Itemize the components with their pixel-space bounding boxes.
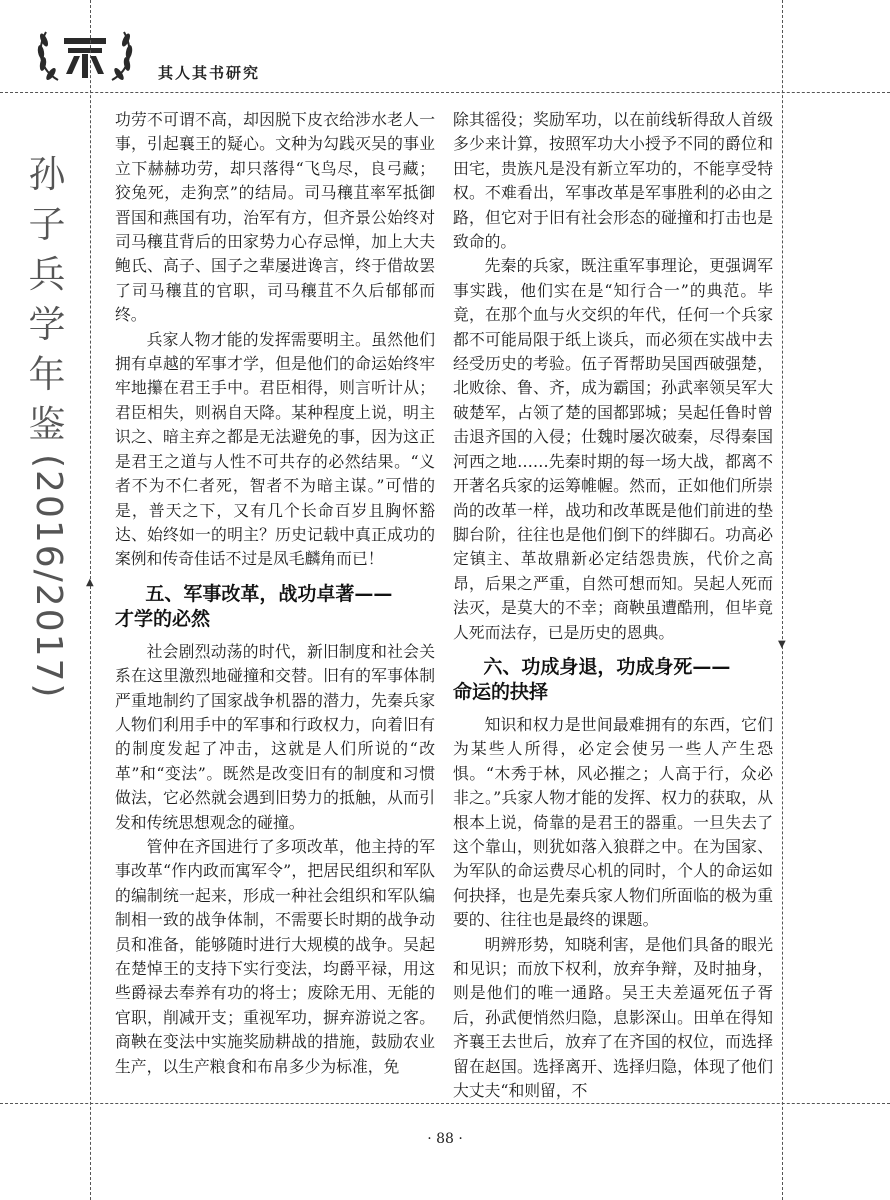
title-char: 学 <box>28 303 68 346</box>
heading-line: 命运的抉择 <box>453 680 549 703</box>
paragraph: 除其徭役；奖励军功，以在前线斩得敌人首级多少来计算，按照军功大小授予不同的爵位和田宅，贵族凡是没有新立军功的，不能享受特权。不难看出，军事改革是军事胜利的必由之路，但它对于旧有社会形态的碰撞和打击也是致命的。 <box>453 110 773 252</box>
section-heading-5 <box>115 582 435 632</box>
paragraph: 社会剧烈动荡的时代，新旧制度和社会关系在这里激烈地碰撞和交替。旧有的军事体制严重地制约了国家战争机器的潜力，先秦兵家人物们利用手中的军事和行政权力，向着旧有的制度发起了冲击，这就是人们所说的“改革”和“变法”。既然是改变旧有的制度和习惯做法，它必然就会遇到旧势力的抵触，从而引发和传统思想观念的碰撞。 <box>115 641 435 832</box>
paragraph: 管仲在齐国进行了多项改革，他主持的军事改革“作内政而寓军令”，把居民组织和军队的编制统一起来，形成一种社会组织和军队编制相一致的战争体制，不需要长时期的战争动员和准备，能够随时进行大规模的战争。吴起在楚悼王的支持下实行变法，均爵平禄，用这些爵禄去奉养有功的将士；废除无用、无能的官职，削减开支；重视军功，摒弃游说之客。商鞅在变法中实施奖励耕战的措施，鼓励农业生产，以生产粮食和布帛多少为标准，免 <box>115 836 435 1076</box>
arrow-down-marker: ▼ <box>778 639 786 650</box>
title-char: 孙 <box>28 153 68 196</box>
heading-line: 才学的必然 <box>115 607 211 630</box>
section-heading-6 <box>453 655 773 705</box>
vertical-book-title <box>28 150 69 700</box>
heading-line: 六、功成身退，功成身死—— <box>483 655 731 678</box>
title-year: (2016/2017) <box>28 454 69 700</box>
right-margin-rule <box>782 0 783 1200</box>
yearbook-logo <box>30 18 140 88</box>
paragraph: 功劳不可谓不高，却因脱下皮衣给涉水老人一事，引起襄王的疑心。文种为勾践灭吴的事业立下赫赫功劳，却只落得“飞鸟尽，良弓藏；狡兔死，走狗烹”的结局。司马穰苴率军抵御晋国和燕国有功，治军有方，但齐景公始终对司马穰苴背后的田家势力心存忌惮，加上大夫鲍氏、高子、国子之辈屡进谗言，终于借故罢了司马穰苴的官职，司马穰苴不久后郁郁而终。 <box>115 110 435 325</box>
title-char: 兵 <box>28 253 68 296</box>
left-column <box>115 108 435 1079</box>
arrow-up-marker: ▲ <box>86 577 94 588</box>
running-header: 其人其书研究 <box>158 64 261 82</box>
title-char: 鉴 <box>28 403 68 446</box>
paragraph: 兵家人物才能的发挥需要明主。虽然他们拥有卓越的军事才学，但是他们的命运始终牢牢地攥在君王手中。君臣相得，则言听计从；君臣相失，则祸自天降。某种程度上说，明主识之、暗主弃之都是无法避免的事，因为这正是君王之道与人性不可共存的必然结果。“义者不为不仁者死，智者不为暗主谋。”可惜的是，普天之下，又有几个长命百岁且胸怀豁达、始终如一的明主？历史记载中真正成功的案例和传奇佳话不过是凤毛麟角而已！ <box>115 329 435 569</box>
heading-line: 五、军事改革，战功卓著—— <box>145 582 393 605</box>
paragraph: 明辨形势，知晓利害，是他们具备的眼光和见识；而放下权利，放弃争辩，及时抽身，则是他们的唯一通路。吴王夫差逼死伍子胥后，孙武便悄然归隐，息影深山。田单在得知齐襄王去世后，放弃了在齐国的权位，而选择留在赵国。选择离开、选择归隐，体现了他们大丈夫“和则留，不 <box>453 934 773 1101</box>
paragraph: 先秦的兵家，既注重军事理论，更强调军事实践，他们实在是“知行合一”的典范。毕竟，在那个血与火交织的年代，任何一个兵家都不可能局限于纸上谈兵，而必须在实战中去经受历史的考验。伍子胥帮助吴国西破强楚，北败徐、鲁、齐，成为霸国；孙武率领吴军大破楚军，占领了楚的国都郢城；吴起任鲁时曾击退齐国的入侵；仕魏时屡次破秦，尽得秦国河西之地……先秦时期的每一场大战，都离不开著名兵家的运筹帷幄。然而，正如他们所崇尚的改革一样，战功和改革既是他们前进的垫脚台阶，往往也是他们倒下的绊脚石。功高必定镇主、革故鼎新必定结怨贵族，代价之高昂，后果之严重，自然可想而知。吴起人死而法灭，是莫大的不幸；商鞅虽遭酷刑，但毕竟人死而法存，已是历史的恩典。 <box>453 256 773 642</box>
header-rule <box>0 92 890 93</box>
title-char: 年 <box>28 353 68 396</box>
left-margin-rule <box>90 0 91 1200</box>
page-number: · 88 · <box>427 1131 463 1147</box>
paragraph: 知识和权力是世间最难拥有的东西，它们为某些人所得，必定会使另一些人产生恐惧。“木秀于林，风必摧之；人高于行，众必非之。”兵家人物才能的发挥、权力的获取，从根本上说，倚靠的是君王的器重。一旦失去了这个靠山，则犹如落入狼群之中。在为国家、为军队的命运费尽心机的同时，个人的命运如何抉择，也是先秦兵家人物们所面临的极为重要的、往往也是最终的课题。 <box>453 714 773 930</box>
right-column <box>453 108 773 1103</box>
title-char: 子 <box>28 203 68 246</box>
